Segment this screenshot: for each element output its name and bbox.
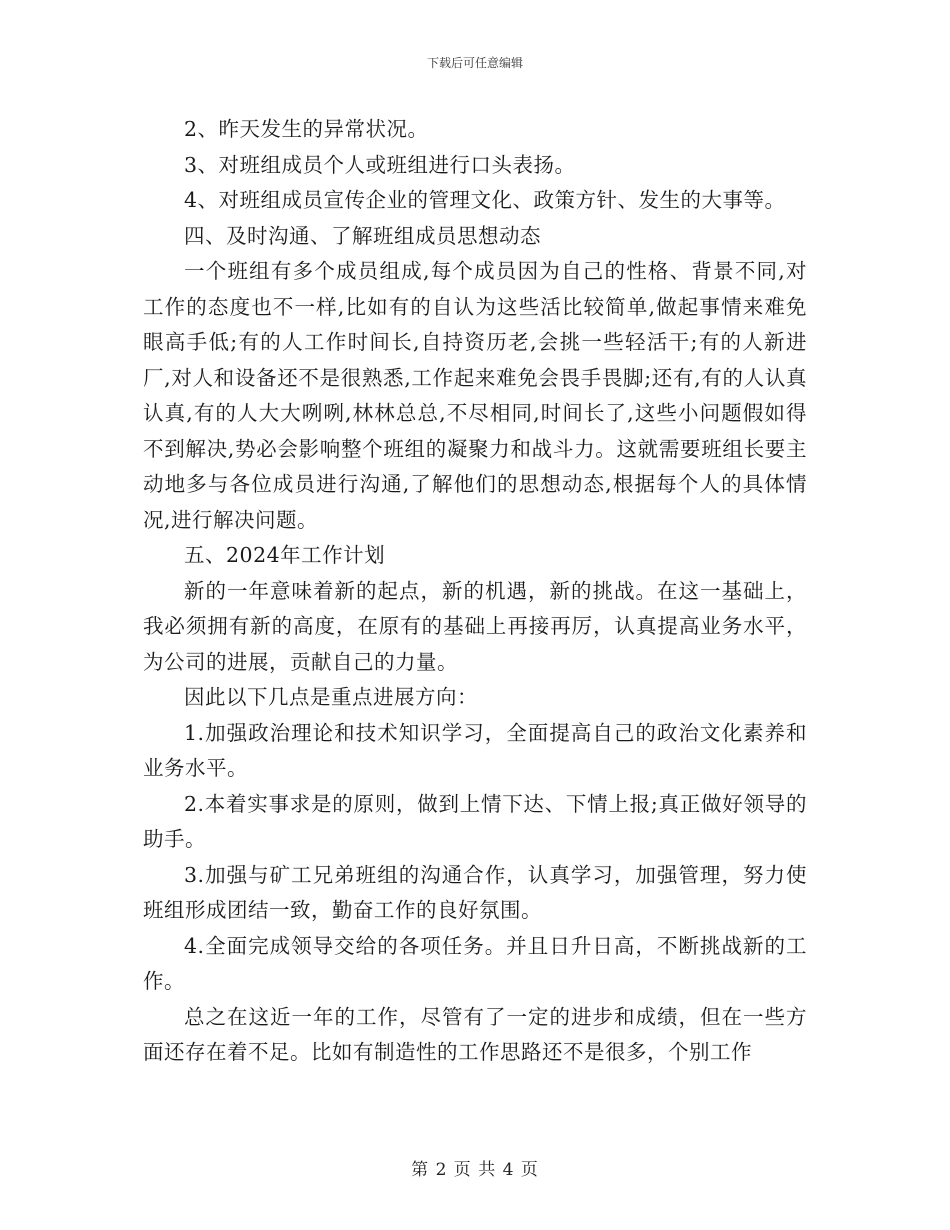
section-heading: 四、及时沟通、了解班组成员思想动态: [184, 223, 541, 248]
paragraph: 因此以下几点是重点进展方向：: [184, 685, 478, 709]
list-item: 3.加强与矿工兄弟班组的沟通合作，认真学习，加强管理，努力使班组形成团结一致，勤奋工作的良好氛围。: [143, 862, 807, 922]
section-heading: 五、2024年工作计划: [184, 543, 386, 567]
paragraph: 4、对班组成员宣传企业的管理文化、政策方针、发生的大事等。: [184, 188, 786, 212]
list-item: 2.本着实事求是的原则，做到上情下达、下情上报;真正做好领导的助手。: [143, 791, 807, 851]
document-body: [143, 112, 807, 1071]
list-item: 4.全面完成领导交给的各项任务。并且日升日高，不断挑战新的工作。: [143, 933, 807, 993]
paragraph: 一个班组有多个成员组成,每个成员因为自己的性格、背景不同,对工作的态度也不一样,比如有的自认为这些活比较简单,做起事情来难免眼高手低;有的人工作时间长,自持资历老,会挑一些轻活干;有的人新进厂,对人和设备还不是很熟悉,工作起来难免会畏手畏脚;还有,有的人认真认真,有的人大大咧咧,林林总总,不尽相同,时间长了,这些小问题假如得不到解决,势必会影响整个班组的凝聚力和战斗力。这就需要班组长要主动地多与各位成员进行沟通,了解他们的思想动态,根据每个人的具体情况,进行解决问题。: [143, 259, 807, 532]
paragraph: 总之在这近一年的工作，尽管有了一定的进步和成绩，但在一些方面还存在着不足。比如有制造性的工作思路还不是很多，个别工作: [143, 1004, 807, 1064]
page-footer: 第 2 页 共 4 页: [411, 1160, 539, 1180]
page-header: 下载后可任意编辑: [426, 56, 523, 70]
paragraph: 2、昨天发生的异常状况。: [184, 117, 429, 141]
list-item: 1.加强政治理论和技术知识学习，全面提高自己的政治文化素养和业务水平。: [143, 720, 807, 780]
paragraph: 新的一年意味着新的起点，新的机遇，新的挑战。在这一基础上，我必须拥有新的高度，在原有的基础上再接再厉，认真提高业务水平，为公司的进展，贡献自己的力量。: [143, 578, 807, 674]
paragraph: 3、对班组成员个人或班组进行口头表扬。: [184, 152, 576, 177]
